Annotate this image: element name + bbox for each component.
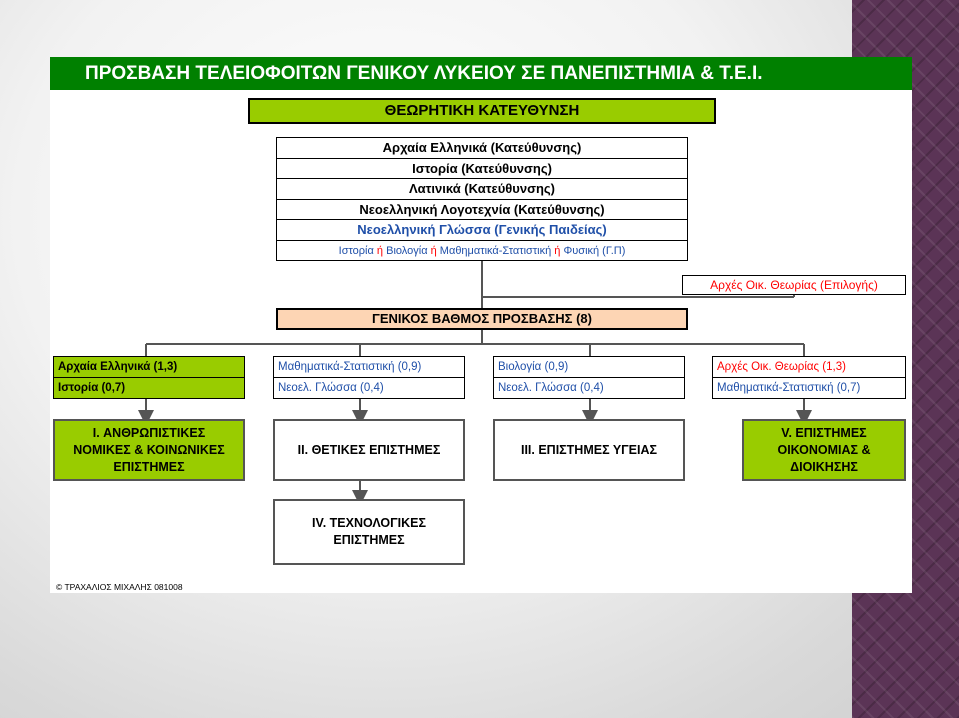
subject-row: Ιστορία (Κατεύθυνσης) [277,159,687,180]
weights-field2 [273,356,465,399]
field-label: ΝΟΜΙΚΕΣ & ΚΟΙΝΩΝΙΚΕΣ [73,442,225,457]
field-label: ΕΠΙΣΤΗΜΕΣ [113,459,185,474]
field-label: ΔΙΟΙΚΗΣΗΣ [790,459,858,474]
weight-row: Μαθηματικά-Στατιστική (0,7) [717,382,861,394]
option-or: ή [554,244,564,257]
general-options-row [277,241,687,262]
field-label: ΟΙΚΟΝΟΜΙΑΣ & [777,442,871,457]
subject-row: Λατινικά (Κατεύθυνσης) [277,179,687,200]
field-economics [742,419,906,481]
field-label: IV. ΤΕΧΝΟΛΟΓΙΚΕΣ [312,516,426,530]
option-biology: Βιολογία [386,244,431,257]
weight-row: Νεοελ. Γλώσσα (0,4) [498,382,604,394]
weight-row: Μαθηματικά-Στατιστική (0,9) [274,357,464,378]
field-label: ΕΠΙΣΤΗΜΕΣ [333,533,405,547]
weight-row: Αρχαία Ελληνικά (1,3) [54,357,244,378]
weights-field5 [712,356,906,399]
field-label: V. ΕΠΙΣΤΗΜΕΣ [781,425,867,440]
subjects-table [276,137,688,261]
weights-field1 [53,356,245,399]
weight-row: Αρχές Οικ. Θεωρίας (1,3) [713,357,905,378]
copyright-text: © ΤΡΑΧΑΛΙΟΣ ΜΙΧΑΛΗΣ 081008 [56,582,183,592]
field-label: II. ΘΕΤΙΚΕΣ ΕΠΙΣΤΗΜΕΣ [297,442,441,457]
slide [50,57,912,593]
field-health [493,419,685,481]
subject-row: Νεοελληνική Λογοτεχνία (Κατεύθυνσης) [277,200,687,221]
option-or: ή [376,244,387,257]
field-label: III. ΕΠΙΣΤΗΜΕΣ ΥΓΕΙΑΣ [520,442,658,457]
option-physics: Φυσική (Γ.Π) [563,244,626,257]
subject-row: Νεοελληνική Γλώσσα (Γενικής Παιδείας) [277,220,687,241]
field-technology [273,499,465,565]
weights-field3 [493,356,685,399]
weight-row: Ιστορία (0,7) [58,382,126,394]
direction-box: ΘΕΩΡΗΤΙΚΗ ΚΑΤΕΥΘΥΝΣΗ [248,98,716,124]
field-label: I. ΑΝΘΡΩΠΙΣΤΙΚΕΣ [92,425,206,440]
general-grade-box: ΓΕΝΙΚΟΣ ΒΑΘΜΟΣ ΠΡΟΣΒΑΣΗΣ (8) [276,308,688,330]
option-history: Ιστορία [338,244,377,257]
subject-row: Αρχαία Ελληνικά (Κατεύθυνσης) [277,138,687,159]
weight-row: Νεοελ. Γλώσσα (0,4) [278,382,384,394]
field-sciences [273,419,465,481]
option-or: ή [430,244,440,257]
weight-row: Βιολογία (0,9) [494,357,684,378]
elective-box: Αρχές Οικ. Θεωρίας (Επιλογής) [682,275,906,295]
field-humanities [53,419,245,481]
option-math: Μαθηματικά-Στατιστική [439,244,555,257]
slide-title: ΠΡΟΣΒΑΣΗ ΤΕΛΕΙΟΦΟΙΤΩΝ ΓΕΝΙΚΟΥ ΛΥΚΕΙΟΥ ΣΕ ΠΑΝΕΠΙΣΤΗΜΙΑ & Τ.Ε.Ι. [50,57,912,90]
